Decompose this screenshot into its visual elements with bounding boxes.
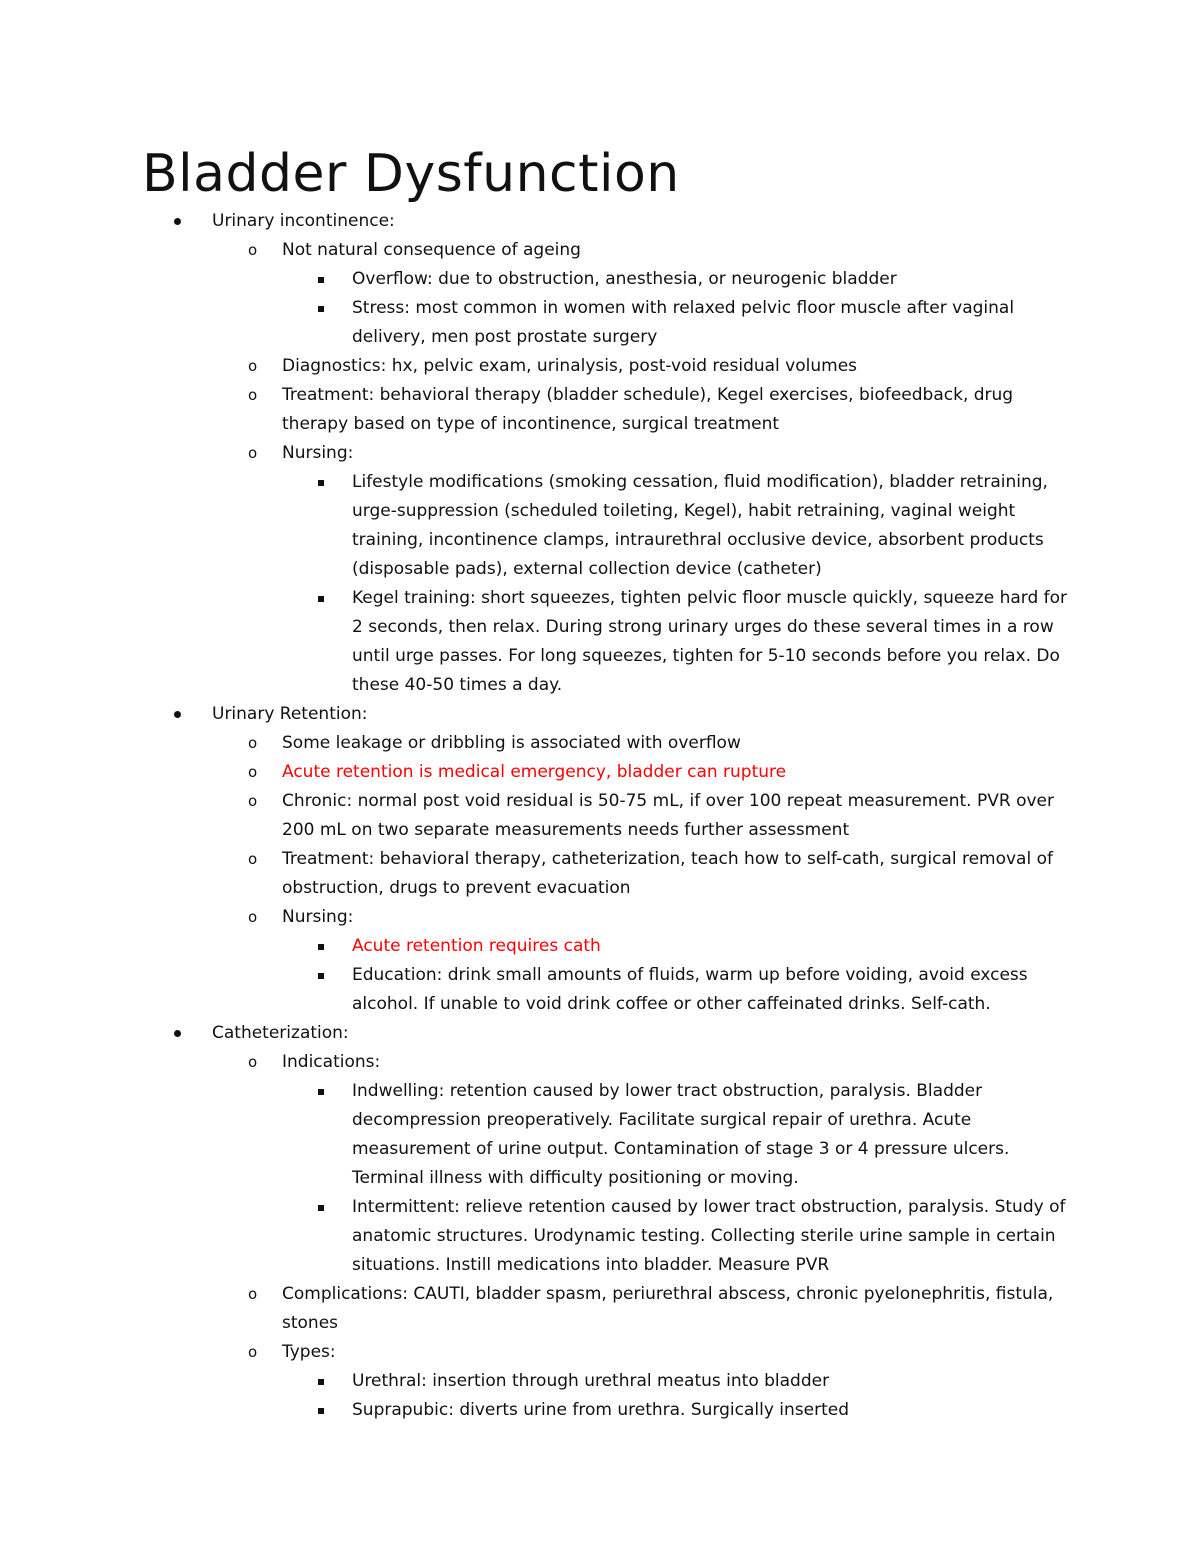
bullet-circle: o <box>248 357 258 375</box>
outline-list <box>212 207 1072 1425</box>
list-item <box>248 439 1072 700</box>
item-text: Treatment: behavioral therapy, catheterization, teach how to self-cath, surgical removal of obstruction, drugs to prevent evacuation <box>282 849 1053 898</box>
list-item <box>248 758 1072 787</box>
bullet-square <box>318 1077 324 1095</box>
item-text: Chronic: normal post void residual is 50-75 mL, if over 100 repeat measurement. PVR over 200 mL on two separate measurements needs further assessment <box>282 791 1054 840</box>
item-text: Kegel training: short squeezes, tighten pelvic floor muscle quickly, squeeze hard for 2 seconds, then relax. During strong urinary urges do these several times in a row until urge passes. For long squeezes, tighten for 5-10 seconds before you relax. Do these 40-50 times a day. <box>352 588 1068 695</box>
item-text: Indications: <box>282 1052 381 1072</box>
item-text: Intermittent: relieve retention caused by lower tract obstruction, paralysis. Study of anatomic structures. Urodynamic testing. Collecting sterile urine sample in certain situations. Instill medications into bladder. Measure PVR <box>352 1197 1066 1275</box>
item-text: Education: drink small amounts of fluids, warm up before voiding, avoid excess alcohol. If unable to void drink coffee or other caffeinated drinks. Self-cath. <box>352 965 1028 1014</box>
bullet-dot <box>174 700 181 718</box>
emphasis-text: Acute retention requires cath <box>352 936 601 956</box>
bullet-square <box>318 294 324 312</box>
list-item <box>352 1077 1072 1193</box>
item-text: Urethral: insertion through urethral meatus into bladder <box>352 1371 830 1391</box>
bullet-circle: o <box>248 1343 258 1361</box>
list-item <box>248 845 1072 903</box>
bullet-square <box>318 468 324 486</box>
list-item <box>352 265 1072 294</box>
bullet-circle: o <box>248 1053 258 1071</box>
item-text: Nursing: <box>282 443 354 463</box>
item-text: Types: <box>282 1342 336 1362</box>
list-item <box>352 468 1072 584</box>
bullet-circle: o <box>248 241 258 259</box>
bullet-circle: o <box>248 792 258 810</box>
section-heading: Catheterization: <box>212 1023 349 1043</box>
list-item <box>352 1396 1072 1425</box>
bullet-square <box>318 932 324 950</box>
bullet-circle: o <box>248 908 258 926</box>
bullet-square <box>318 1367 324 1385</box>
item-text: Stress: most common in women with relaxed pelvic floor muscle after vaginal delivery, men post prostate surgery <box>352 298 1015 347</box>
item-text: Nursing: <box>282 907 354 927</box>
list-item <box>248 1338 1072 1425</box>
list-item <box>248 381 1072 439</box>
bullet-dot <box>174 207 181 225</box>
item-text: Overflow: due to obstruction, anesthesia, or neurogenic bladder <box>352 269 897 289</box>
list-item <box>248 729 1072 758</box>
bullet-square <box>318 265 324 283</box>
item-text: Lifestyle modifications (smoking cessation, fluid modification), bladder retraining, urge-suppression (scheduled toileting, Kegel), habit retraining, vaginal weight training, incontinence clamps, intraurethral occlusive device, absorbent products (disposable pads), external collection device (catheter) <box>352 472 1048 579</box>
list-item <box>352 961 1072 1019</box>
section-urinary-incontinence <box>212 207 1072 700</box>
item-text: Indwelling: retention caused by lower tract obstruction, paralysis. Bladder decompression preoperatively. Facilitate surgical repair of urethra. Acute measurement of urine output. Contamination of stage 3 or 4 pressure ulcers. Terminal illness with difficulty positioning or moving. <box>352 1081 1010 1188</box>
item-text: Complications: CAUTI, bladder spasm, periurethral abscess, chronic pyelonephritis, fistula, stones <box>282 1284 1054 1333</box>
bullet-circle: o <box>248 763 258 781</box>
item-text: Not natural consequence of ageing <box>282 240 581 260</box>
list-item <box>248 236 1072 352</box>
bullet-circle: o <box>248 1285 258 1303</box>
item-text: Diagnostics: hx, pelvic exam, urinalysis, post-void residual volumes <box>282 356 858 376</box>
list-item <box>352 932 1072 961</box>
list-item <box>248 1280 1072 1338</box>
bullet-square <box>318 961 324 979</box>
bullet-square <box>318 1396 324 1414</box>
list-item <box>352 1367 1072 1396</box>
section-catheterization <box>212 1019 1072 1425</box>
bullet-circle: o <box>248 444 258 462</box>
item-text: Treatment: behavioral therapy (bladder schedule), Kegel exercises, biofeedback, drug therapy based on type of incontinence, surgical treatment <box>282 385 1014 434</box>
item-text: Some leakage or dribbling is associated with overflow <box>282 733 741 753</box>
list-item <box>248 352 1072 381</box>
bullet-dot <box>174 1019 181 1037</box>
section-urinary-retention <box>212 700 1072 1019</box>
section-heading: Urinary Retention: <box>212 704 368 724</box>
list-item <box>248 787 1072 845</box>
section-heading: Urinary incontinence: <box>212 211 395 231</box>
item-text: Suprapubic: diverts urine from urethra. Surgically inserted <box>352 1400 850 1420</box>
bullet-circle: o <box>248 850 258 868</box>
list-item <box>352 294 1072 352</box>
bullet-circle: o <box>248 734 258 752</box>
list-item <box>352 1193 1072 1280</box>
list-item <box>248 903 1072 1019</box>
list-item <box>352 584 1072 700</box>
document-title: Bladder Dysfunction <box>142 144 680 204</box>
bullet-square <box>318 1193 324 1211</box>
emphasis-text: Acute retention is medical emergency, bladder can rupture <box>282 762 787 782</box>
bullet-circle: o <box>248 386 258 404</box>
bullet-square <box>318 584 324 602</box>
list-item <box>248 1048 1072 1280</box>
